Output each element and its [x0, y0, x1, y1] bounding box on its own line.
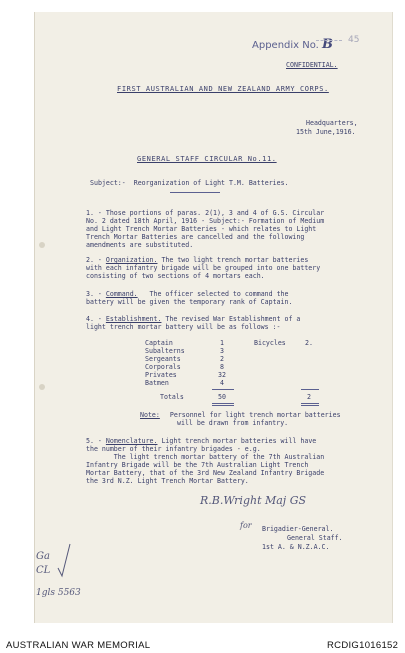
subject-rule	[170, 192, 220, 193]
totals-double-rule	[212, 405, 234, 406]
punch-hole	[39, 242, 45, 248]
para-5-line: Mortar Battery, that of the 3rd New Zealand Infantry Brigade	[86, 469, 325, 478]
para-5-line: The light trench mortar battery of the 7th Australian	[86, 453, 325, 462]
para-2-line: with each infantry brigade will be grouped into one battery	[86, 264, 321, 273]
note-line: will be drawn from infantry.	[177, 419, 289, 428]
totals-count: 50	[218, 393, 226, 401]
para-5	[86, 437, 324, 486]
totals-label: Totals	[160, 393, 184, 401]
note-label: Note:	[140, 411, 160, 419]
totals-double-rule	[212, 403, 234, 404]
appendix-ref: 45	[348, 35, 360, 45]
rank-count: 32	[218, 371, 226, 379]
signature-block	[262, 525, 333, 533]
handwritten-signature: R.B.Wright Maj GS	[200, 494, 307, 507]
para-2-heading: Organization.	[105, 256, 158, 264]
para-2-line: The two light trench mortar batteries	[157, 256, 309, 264]
para-4-number: 4. -	[86, 315, 102, 323]
totals-bicycles: 2	[307, 393, 311, 401]
para-1-line: 1. - Those portions of paras. 2(1), 3 and 4 of G.S. Circular	[86, 209, 325, 217]
para-2-line: consisting of two sections of 4 mortars each.	[86, 272, 265, 281]
bicycles-totals-rule	[301, 389, 319, 390]
para-5-line: Light trench mortar batteries will have	[157, 437, 317, 445]
appendix-dash	[316, 40, 342, 41]
hq-line-1: Headquarters,	[306, 119, 358, 127]
para-2	[86, 256, 320, 280]
rank-count: 3	[220, 347, 224, 355]
para-3-heading: Command.	[105, 290, 138, 298]
signature-for: for	[240, 521, 252, 530]
appendix-letter: B	[322, 37, 334, 52]
signatory-rank: Brigadier-General.	[262, 525, 334, 533]
hq-date: 15th June,1916.	[296, 128, 356, 136]
rank-count: 1	[220, 339, 224, 347]
para-4-heading: Establishment.	[105, 315, 162, 323]
para-4-line: The revised War Establishment of a	[161, 315, 301, 323]
margin-note: 1gls 5563	[36, 588, 81, 598]
note	[140, 411, 341, 427]
rank-label: Captain	[145, 339, 173, 347]
bicycles-count: 2.	[305, 339, 313, 347]
appendix-label: Appendix No.	[252, 40, 319, 51]
bicycles-double-rule	[301, 403, 319, 404]
para-3	[86, 290, 292, 306]
para-5-number: 5. -	[86, 437, 102, 445]
corps-title: FIRST AUSTRALIAN AND NEW ZEALAND ARMY CORPS.	[117, 85, 329, 93]
para-1	[86, 209, 324, 249]
rank-count: 8	[220, 363, 224, 371]
rank-count: 2	[220, 355, 224, 363]
classification: CONFIDENTIAL.	[286, 61, 338, 69]
para-4	[86, 315, 300, 331]
para-5-heading: Nomenclature.	[105, 437, 158, 445]
bicycles-double-rule	[301, 405, 319, 406]
rank-label: Batmen	[145, 379, 169, 387]
subject-line	[90, 179, 289, 187]
footer-archive-name: AUSTRALIAN WAR MEMORIAL	[6, 640, 151, 651]
signatory-formation: 1st A. & N.Z.A.C.	[262, 543, 330, 551]
totals-rule	[212, 389, 234, 390]
punch-hole	[39, 384, 45, 390]
rank-label: Sergeants	[145, 355, 181, 363]
para-5-line: the 3rd N.Z. Light Trench Mortar Battery.	[86, 477, 249, 486]
margin-note: Ga	[36, 551, 50, 562]
para-4-line: light trench mortar battery will be as follows :-	[86, 323, 281, 332]
margin-note: CL	[36, 565, 51, 576]
para-5-line: Infantry Brigade will be the 7th Australian Light Trench	[86, 461, 309, 470]
para-1-line: No. 2 dated 18th April, 1916 - Subject:- Formation of Medium	[86, 217, 325, 226]
para-1-line: and Light Trench Mortar Batteries - which relates to Light	[86, 225, 317, 234]
para-3-line: The officer selected to command the	[137, 290, 289, 298]
bicycles-label: Bicycles	[254, 339, 286, 347]
subject-label: Subject:-	[90, 179, 126, 187]
rank-label: Corporals	[145, 363, 181, 371]
subject-text: Reorganization of Light T.M. Batteries.	[133, 179, 289, 187]
circular-title: GENERAL STAFF CIRCULAR No.11.	[137, 155, 277, 163]
para-3-line: battery will be given the temporary rank of Captain.	[86, 298, 293, 307]
para-1-line: Trench Mortar Batteries are cancelled and the following	[86, 233, 305, 242]
rank-count: 4	[220, 379, 224, 387]
note-line: Personnel for light trench mortar batteries	[169, 411, 341, 419]
para-3-number: 3. -	[86, 290, 102, 298]
para-5-line: the number of their infantry brigades - e.g.	[86, 445, 261, 454]
para-2-number: 2. -	[86, 256, 102, 264]
para-1-line: amendments are substituted.	[86, 241, 194, 250]
signatory-staff: General Staff.	[287, 534, 343, 542]
rank-label: Subalterns	[145, 347, 185, 355]
rank-label: Privates	[145, 371, 177, 379]
footer-item-id: RCDIG1016152	[327, 640, 399, 651]
margin-tick-mark	[54, 540, 74, 580]
